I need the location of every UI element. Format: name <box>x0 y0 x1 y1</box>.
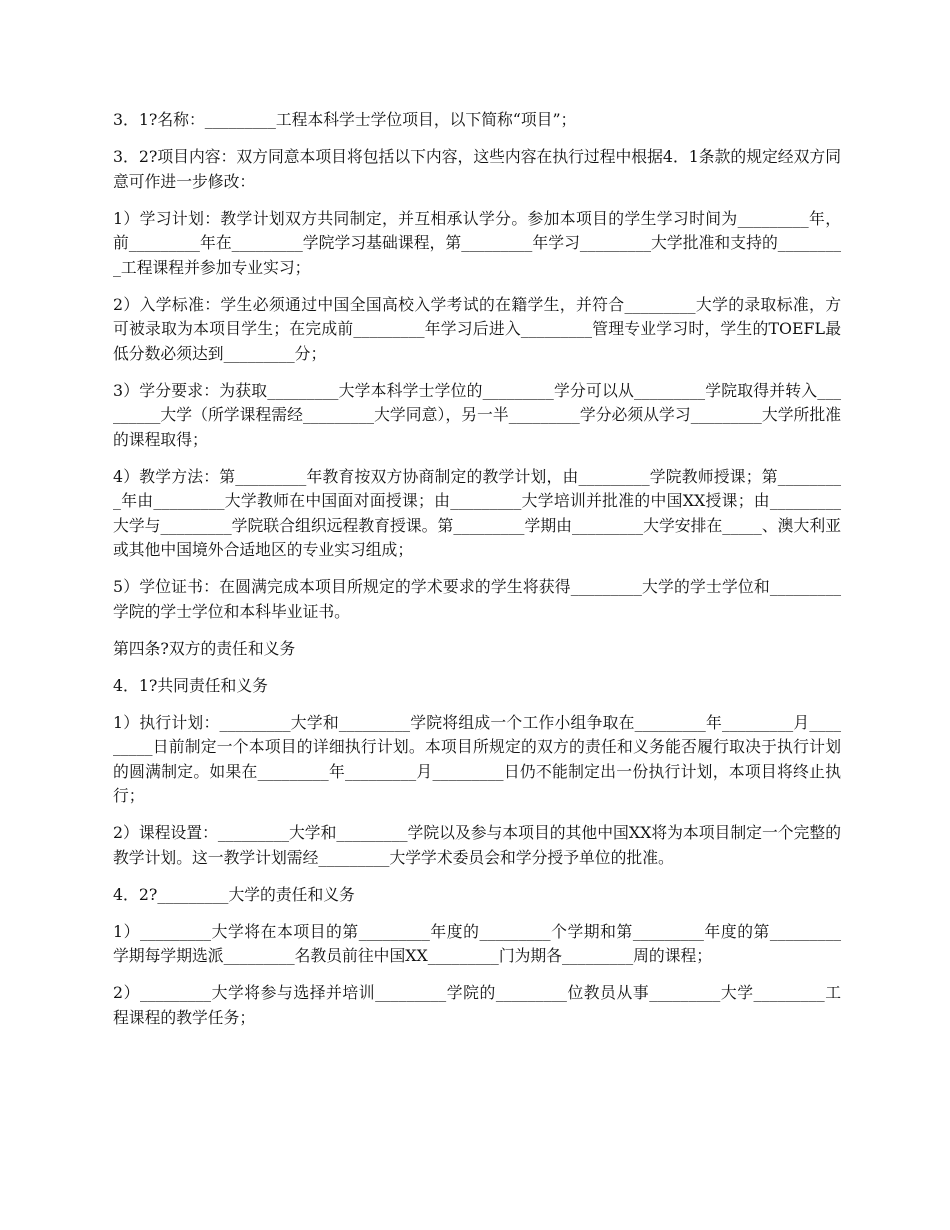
clause-3-2-content: 3．2?项目内容：双方同意本项目将包括以下内容，这些内容在执行过程中根据4．1条款的规定经双方同意可作进一步修改： <box>113 147 841 191</box>
section-4-1-heading: 4．1?共同责任和义务 <box>113 675 268 695</box>
item-credit-requirement: 3）学分要求：为获取_________大学本科学士学位的_________学分可以从_________学院取得并转入_________大学（所学课程需经_________大学同意），另一半_________学分必须从学习_________大学所批准的课程取得； <box>113 380 841 449</box>
clause-3-1-name: 3．1?名称：_________工程本科学士学位项目，以下简称“项目”； <box>113 110 577 129</box>
item-teacher-training: 2）_________大学将参与选择并培训_________学院的_________位教员从事_________大学_________工程课程的教学任务； <box>113 983 841 1027</box>
item-teaching-method: 4）教学方法：第_________年教育按双方协商制定的教学计划，由_________学院教师授课；第_________年由_________大学教师在中国面对面授课；由_________大学培训并批准的中国XX授课；由_________大学与_________学院联合组织远程教育授课。第_________学期由_________大学安排在_____、澳大利亚或其他中国境外合适地区的专业实习组成； <box>113 466 841 559</box>
document-page <box>113 108 841 1043</box>
item-admission-standard: 2）入学标准：学生必须通过中国全国高校入学考试的在籍学生，并符合_________大学的录取标准，方可被录取为本项目学生；在完成前_________年学习后进入_________管理专业学习时，学生的TOEFL最低分数必须达到_________分； <box>113 294 841 363</box>
item-degree-certificate: 5）学位证书：在圆满完成本项目所规定的学术要求的学生将获得_________大学的学士学位和_________学院的学士学位和本科毕业证书。 <box>113 577 841 621</box>
section-4-2-heading: 4．2?_________大学的责任和义务 <box>113 884 355 904</box>
item-university-teachers: 1）_________大学将在本项目的第_________年度的_________个学期和第_________年度的第_________学期每学期选派_________名教员前往中国XX_________门为期各_________周的课程； <box>113 921 841 965</box>
item-study-plan: 1）学习计划：教学计划双方共同制定，并互相承认学分。参加本项目的学生学习时间为_________年，前_________年在_________学院学习基础课程，第_________年学习_________大学批准和支持的_________工程课程并参加专业实习； <box>113 208 841 277</box>
item-course-setup: 2）课程设置：_________大学和_________学院以及参与本项目的其他中国XX将为本项目制定一个完整的教学计划。这一教学计划需经_________大学学术委员会和学分授予单位的批准。 <box>113 823 841 867</box>
article-4-heading: 第四条?双方的责任和义务 <box>113 638 296 658</box>
item-execution-plan: 1）执行计划：_________大学和_________学院将组成一个工作小组争取在_________年_________月_________日前制定一个本项目的详细执行计划。本项目所规定的双方的责任和义务能否履行取决于执行计划的圆满制定。如果在_________年_________月_________日仍不能制定出一份执行计划，本项目将终止执行； <box>113 712 841 805</box>
